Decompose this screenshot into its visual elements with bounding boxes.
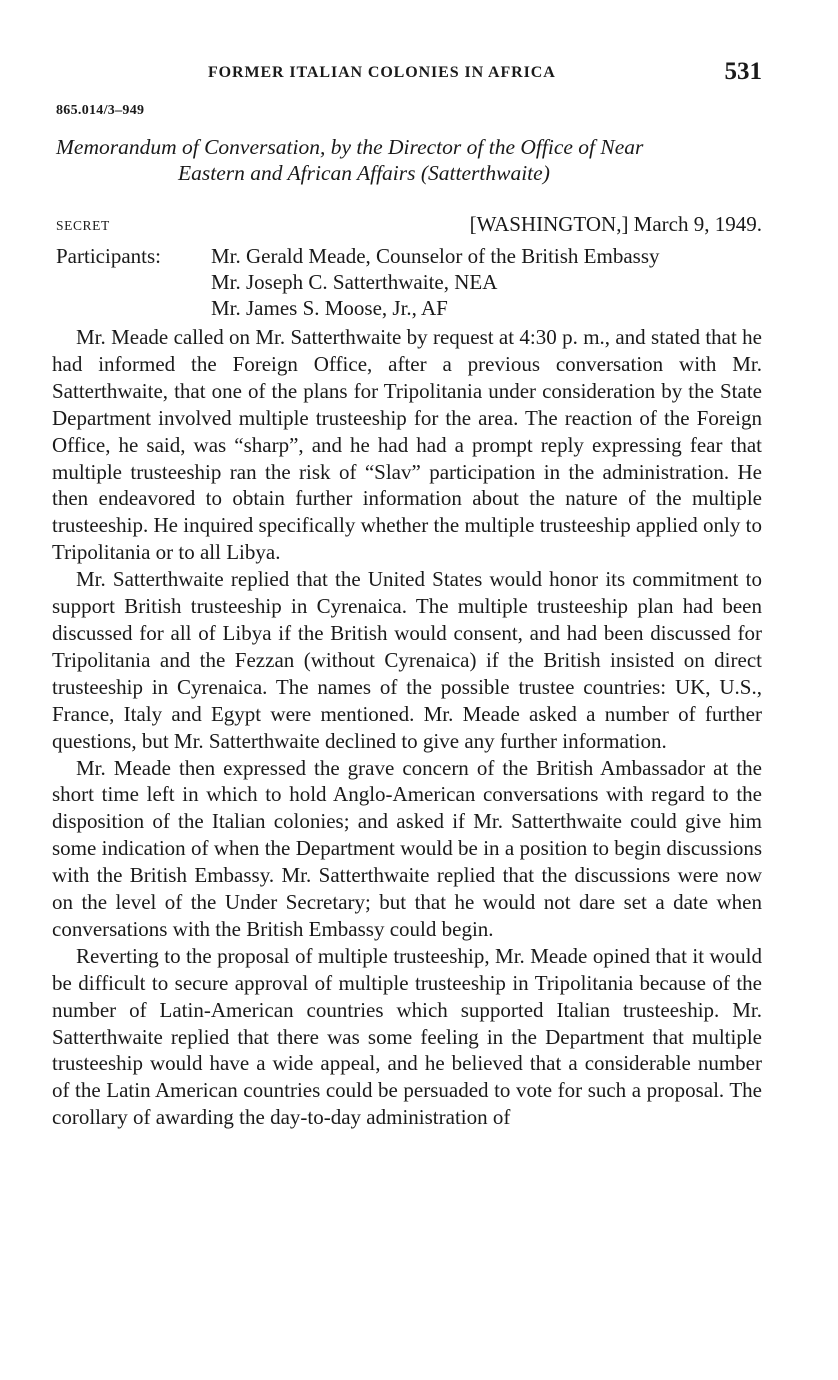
dateline: [WASHINGTON,] March 9, 1949. — [469, 212, 762, 236]
running-head — [50, 60, 762, 90]
paragraph: Mr. Satterthwaite replied that the United States would honor its commitment to support British trusteeship in Cyrenaica. The multiple trusteeship plan had been discussed for all of Libya if the British would consent, and had been discussed for Tripolitania and the Fezzan (without Cyrenaica) if the British insisted on direct trusteeship in Cyrenaica. The names of the possible trustee countries: UK, U.S., France, Italy and Egypt were mentioned. Mr. Meade asked a number of further questions, but Mr. Satterthwaite declined to give any further information. — [52, 567, 762, 753]
participant-item: Mr. Joseph C. Satterthwaite, NEA — [211, 270, 498, 294]
running-title: FORMER ITALIAN COLONIES IN AFRICA — [208, 64, 556, 81]
paragraph: Mr. Meade called on Mr. Satterthwaite by request at 4:30 p. m., and stated that he had informed the Foreign Office, after a previous conversation with Mr. Satterthwaite, that one of the plans for Tripolitania under consideration by the State Department involved multiple trusteeship for the area. The reaction of the Foreign Office, he said, was “sharp”, and he had had a prompt reply expressing fear that multiple trusteeship ran the risk of “Slav” participation in the administration. He then endeavored to obtain further information about the nature of the multiple trusteeship. He inquired specifically whether the multiple trusteeship applied only to Tripolitania or to all Libya. — [52, 325, 762, 565]
meta-row — [56, 212, 762, 242]
paragraph: Reverting to the proposal of multiple trusteeship, Mr. Meade opined that it would be difficult to secure approval of multiple trusteeship in Tripolitania because of the number of Latin-American countries which supported Italian trusteeship. Mr. Satterthwaite replied that there was some feeling in the Department that multiple trusteeship would have a wide appeal, and he believed that a considerable number of the Latin American countries could be persuaded to vote for such a proposal. The corollary of awarding the day-to-day administration of — [52, 943, 762, 1130]
document-title — [56, 134, 762, 186]
document-reference: 865.014/3–949 — [56, 103, 145, 118]
participant-item: Mr. Gerald Meade, Counselor of the British Embassy — [211, 244, 660, 268]
paragraph: Mr. Meade then expressed the grave concern of the British Ambassador at the short time left in which to hold Anglo-American conversations with regard to the disposition of the Italian colonies; and asked if Mr. Satterthwaite could give him some indication of when the Department would be in a position to begin discussions with the British Embassy. Mr. Satterthwaite replied that the discussions were now on the level of the Under Secretary; but that he would not dare set a date when conversations with the British Embassy could begin. — [52, 755, 762, 941]
participants-list — [211, 243, 660, 321]
document-title-line-1: Memorandum of Conversation, by the Director of the Office of Near — [56, 135, 644, 159]
participant-item: Mr. James S. Moose, Jr., AF — [211, 296, 448, 320]
participants-label: Participants: — [56, 244, 161, 268]
body-text — [52, 324, 762, 1131]
page-number: 531 — [724, 58, 762, 85]
classification-label: SECRET — [56, 218, 110, 233]
document-title-line-2: Eastern and African Affairs (Satterthwaite) — [178, 161, 550, 185]
